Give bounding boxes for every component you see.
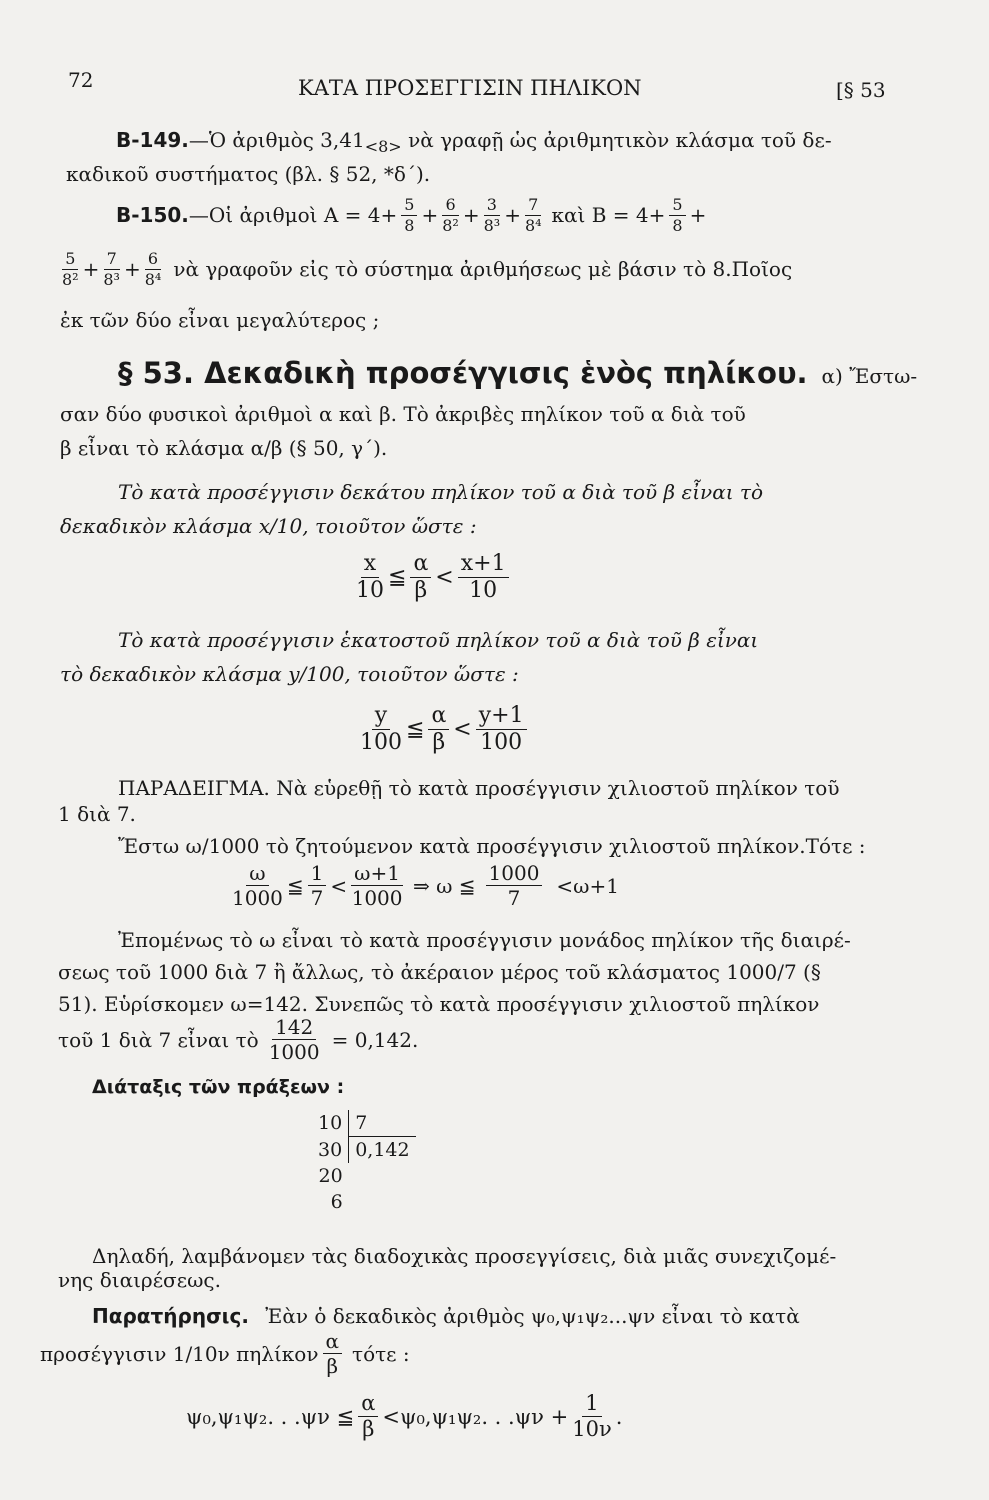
section-line3: β εἶναι τὸ κλάσμα α/β (§ 50, γ΄). xyxy=(60,436,388,460)
remark-line1: Παρατήρησις. Ἐὰν ὁ δεκαδικὸς ἀριθμὸς ψ₀,ψ₁ψ₂...ψν εἶναι τὸ κατὰ xyxy=(92,1304,800,1328)
page-number: 72 xyxy=(68,68,94,92)
exercise-b149-line2: καδικοῦ συστήματος (βλ. § 52, *δ΄). xyxy=(66,162,431,186)
consequence-line3: 51). Εὑρίσκομεν ω=142. Συνεπῶς τὸ κατὰ προσέγγισιν χιλιοστοῦ πηλίκον xyxy=(58,992,820,1016)
division-heading: Διάταξις τῶν πράξεων : xyxy=(92,1076,345,1098)
remark-label: Παρατήρησις. xyxy=(92,1304,249,1328)
inequality-tenth: $\frac{x}{10}$ ≦ $\frac{\alpha}{\beta}$ < $\frac{x+1}{10}$ xyxy=(352,552,513,603)
inequality-thousandth: $\frac{\omega}{1000}$ ≦ $\frac{1}{7}$ < $\frac{\omega+1}{1000}$ ⇒ ω ≦ $\frac{1000}{7}$ <ω+1 xyxy=(232,861,619,910)
section-heading: § 53. Δεκαδικὴ προσέγγισις ἑνὸς πηλίκου. α) Ἔστω- xyxy=(118,356,918,390)
consequence-line1: Ἐπομένως τὸ ω εἶναι τὸ κατὰ προσέγγισιν μονάδος πηλίκον τῆς διαιρέ- xyxy=(118,928,851,952)
closing-line2: νης διαιρέσεως. xyxy=(58,1268,221,1292)
consequence-line2: σεως τοῦ 1000 διὰ 7 ἢ ἄλλως, τὸ ἀκέραιον μέρος τοῦ κλάσματος 1000/7 (§ xyxy=(58,960,821,984)
section-ref: [§ 53 xyxy=(836,78,886,102)
remark-line2: προσέγγισιν 1/10ν πηλίκον $\frac{\alpha}{\beta}$ τότε : xyxy=(40,1329,410,1378)
tenth-paragraph: Τὸ κατὰ προσέγγισιν δεκάτου πηλίκον τοῦ α διὰ τοῦ β εἶναι τὸ xyxy=(118,480,764,504)
example-line1: ΠΑΡΑΔΕΙΓΜΑ. Νὰ εὑρεθῇ τὸ κατὰ προσέγγισιν χιλιοστοῦ πηλίκον τοῦ xyxy=(118,776,840,800)
long-division: 10 7 30 0,142 20 6 xyxy=(312,1110,416,1215)
exercise-b149: Β-149.—Ὁ ἀριθμὸς $3,41_{<8>}$ νὰ γραφῇ ὡς ἀριθμητικὸν κλάσμα τοῦ δε- xyxy=(116,128,832,156)
hundredth-paragraph: Τὸ κατὰ προσέγγισιν ἑκατοστοῦ πηλίκον τοῦ α διὰ τοῦ β εἶναι xyxy=(118,628,759,652)
section-line2: σαν δύο φυσικοὶ ἀριθμοὶ α καὶ β. Τὸ ἀκριβὲς πηλίκον τοῦ α διὰ τοῦ xyxy=(60,402,746,426)
tenth-paragraph-line2: δεκαδικὸν κλάσμα x/10, τοιοῦτον ὥστε : xyxy=(60,514,477,538)
exercise-label: Β-149. xyxy=(116,128,189,152)
exercise-b150-line3: ἐκ τῶν δύο εἶναι μεγαλύτερος ; xyxy=(60,308,380,332)
exercise-b150: Β-150. —Οἱ ἀριθμοὶ Α = 4+ $\frac{5}{8}$ + $\frac{6}{\text{8²}}$ + $\frac{3}{\text{8³}}$ + $\frac{7}{\text{8⁴}}$ καὶ Β = 4+ $\frac{5}{8}$ + xyxy=(116,195,707,235)
example-line2: 1 διὰ 7. xyxy=(58,802,136,826)
running-title: ΚΑΤΑ ΠΡΟΣΕΓΓΙΣΙΝ ΠΗΛΙΚΟΝ xyxy=(298,76,642,100)
exercise-b150-line2: $\frac{5}{\text{8²}}$ + $\frac{7}{\text{8³}}$ + $\frac{6}{\text{8⁴}}$ νὰ γραφοῦν εἰς τὸ σύστημα ἀριθμήσεως μὲ βάσιν τὸ 8.Ποῖος xyxy=(62,249,793,289)
final-inequality: ψ₀,ψ₁ψ₂. . .ψν ≦ $\frac{\alpha}{\beta}$ <ψ₀,ψ₁ψ₂. . .ψν + $\frac{1}{10\nu}$ . xyxy=(186,1391,623,1442)
consequence-line4: τοῦ 1 διὰ 7 εἶναι τὸ $\frac{142}{1000}$ = 0,142. xyxy=(58,1015,419,1064)
inequality-hundredth: $\frac{y}{100}$ ≦ $\frac{\alpha}{\beta}$ < $\frac{y+1}{100}$ xyxy=(356,704,531,755)
closing-line1: Δηλαδή, λαμβάνομεν τὰς διαδοχικὰς προσεγγίσεις, διὰ μιᾶς συνεχιζομέ- xyxy=(92,1244,837,1268)
section-title: § 53. Δεκαδικὴ προσέγγισις ἑνὸς πηλίκου. xyxy=(118,356,808,390)
hundredth-paragraph-line2: τὸ δεκαδικὸν κλάσμα y/100, τοιοῦτον ὥστε : xyxy=(60,662,519,686)
example-line3: Ἔστω ω/1000 τὸ ζητούμενον κατὰ προσέγγισιν χιλιοστοῦ πηλίκον.Τότε : xyxy=(118,834,866,858)
